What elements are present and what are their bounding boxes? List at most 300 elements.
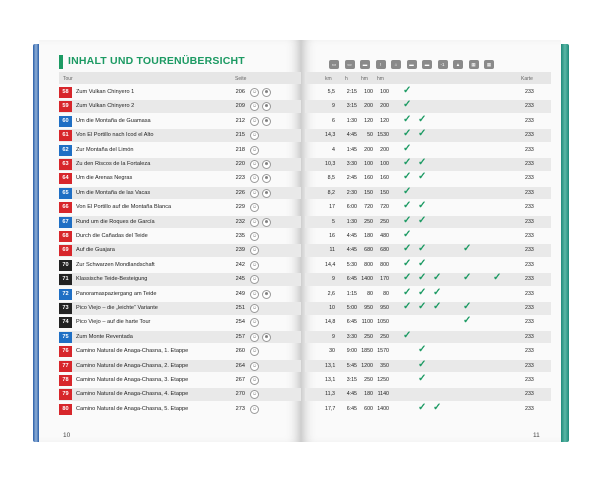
boat-icon: ▬: [422, 60, 432, 69]
tour-data-row: [305, 403, 551, 416]
tour-page: 251: [235, 305, 245, 311]
book-edge-right: [561, 44, 569, 442]
tour-row: [59, 259, 301, 272]
cell-down: 680: [380, 247, 389, 254]
cell-karte: 233: [525, 348, 534, 355]
header-h: h: [345, 76, 348, 82]
checkmark-icon: ✓: [403, 142, 412, 154]
bus-icon: ▬: [360, 60, 370, 69]
tour-number-badge: 77: [59, 361, 72, 372]
cell-karte: 233: [525, 377, 534, 383]
cell-h: 3:15: [346, 377, 357, 383]
difficulty-icon: ☺: [251, 319, 258, 326]
tour-number-badge: 76: [59, 346, 72, 357]
tour-row: [59, 201, 301, 214]
tour-data-row: [305, 345, 551, 358]
tour-name: Camino Natural de Anaga-Chasna, 5. Etappe: [76, 405, 189, 412]
tour-row: [59, 129, 301, 142]
mountain-icon: ▲: [453, 60, 463, 69]
tour-page: 260: [235, 348, 245, 355]
checkmark-icon: ✓: [418, 128, 427, 140]
cell-up: 800: [364, 261, 373, 268]
cell-karte: 233: [525, 362, 534, 369]
tour-row: [59, 216, 301, 229]
cell-h: 4:45: [346, 132, 357, 139]
cell-up: 1200: [361, 362, 373, 369]
difficulty-icon: ☺: [251, 348, 258, 355]
checkmark-icon: ✓: [463, 315, 472, 327]
cell-down: 80: [383, 290, 389, 297]
cell-down: 480: [380, 233, 389, 239]
tour-data-row: [305, 288, 551, 301]
tour-page: 218: [235, 146, 245, 153]
sign-icon: !: [376, 60, 386, 69]
tour-name: Zur Schwarzen Mondlandschaft: [76, 261, 155, 268]
checkmark-icon: ✓: [418, 373, 427, 384]
cell-up: 250: [364, 377, 373, 383]
tour-row: [59, 316, 301, 329]
cell-down: 350: [380, 362, 389, 369]
cell-karte: 233: [525, 204, 534, 211]
checkmark-icon: ✓: [403, 243, 412, 255]
cell-karte: 233: [525, 391, 534, 398]
difficulty-icon: ☺: [251, 175, 258, 182]
tour-number-badge: 80: [59, 404, 72, 415]
difficulty-icon: ☺: [251, 117, 258, 124]
cell-down: 200: [380, 146, 389, 153]
difficulty-icon: ☺: [251, 233, 258, 239]
tour-page: 245: [235, 276, 245, 283]
tour-number-badge: 74: [59, 317, 72, 328]
tour-page: 273: [235, 405, 245, 412]
difficulty-icon: ☺: [251, 290, 258, 297]
tour-number-badge: 64: [59, 173, 72, 184]
tour-data-row: [305, 158, 551, 171]
tour-name: Pico Viejo – auf die harte Tour: [76, 319, 151, 326]
checkmark-icon: ✓: [403, 185, 412, 197]
cell-h: 5:30: [346, 261, 357, 268]
tour-row: [59, 115, 301, 128]
cell-km: 14,8: [325, 319, 336, 326]
cell-karte: 233: [525, 103, 534, 110]
checkmark-icon: ✓: [403, 113, 412, 125]
cell-h: 6:45: [346, 319, 357, 326]
checkmark-icon: ✓: [418, 157, 427, 168]
tour-data-row: [305, 259, 551, 272]
tour-name: Um die Montaña de Guamasa: [76, 117, 151, 124]
cell-down: 1250: [377, 377, 389, 383]
checkmark-icon: ✓: [418, 301, 427, 312]
tour-row: [59, 144, 301, 157]
title-bar: [59, 50, 301, 74]
tour-page: 270: [235, 391, 245, 398]
difficulty-icon: ☺: [251, 377, 258, 383]
cell-karte: 233: [525, 319, 534, 326]
cell-h: 1:15: [346, 290, 357, 297]
tour-page: 215: [235, 132, 245, 139]
cell-down: 170: [380, 276, 389, 283]
tour-name: Zur Montaña del Limón: [76, 146, 134, 153]
tour-name: Klassische Teide-Besteigung: [76, 276, 148, 283]
checkmark-icon: ✓: [403, 128, 412, 140]
checkmark-icon: ✓: [403, 257, 412, 269]
family-icon: ☻: [263, 189, 270, 196]
header-hm-up: hm: [361, 76, 368, 82]
cell-down: 120: [380, 117, 389, 124]
checkmark-icon: ✓: [418, 272, 427, 284]
difficulty-icon: ☺: [251, 146, 258, 153]
cell-karte: 233: [525, 189, 534, 196]
checkmark-icon: ✓: [403, 171, 412, 183]
tour-row: [59, 345, 301, 358]
cell-h: 6:00: [346, 204, 357, 211]
tour-page: 206: [235, 89, 245, 95]
cell-km: 10: [329, 305, 335, 311]
tour-page: 264: [235, 362, 245, 369]
checkmark-icon: ✓: [433, 272, 442, 284]
checkmark-icon: ✓: [463, 301, 472, 312]
cell-h: 9:00: [346, 348, 357, 355]
checkmark-icon: ✓: [403, 99, 412, 111]
cell-karte: 233: [525, 276, 534, 283]
tour-name: Camino Natural de Anaga-Chasna, 4. Etappe: [76, 391, 189, 398]
difficulty-icon: ☺: [251, 362, 258, 369]
tour-data-row: [305, 144, 551, 157]
tour-data-row: [305, 100, 551, 113]
tour-data-row: [305, 115, 551, 128]
checkmark-icon: ✓: [433, 286, 442, 298]
tour-data-row: [305, 331, 551, 344]
difficulty-icon: ☺: [251, 218, 258, 225]
checkmark-icon: ✓: [418, 344, 427, 356]
cell-km: 14,3: [325, 132, 336, 139]
header-karte: Karte: [521, 76, 533, 82]
tour-name: Rund um die Roques de García: [76, 218, 155, 225]
cell-down: 200: [380, 103, 389, 110]
tour-row: [59, 187, 301, 200]
cell-km: 17: [329, 204, 335, 211]
header-km: km: [325, 76, 332, 82]
cell-h: 4:45: [346, 247, 357, 254]
checkmark-icon: ✓: [403, 157, 412, 168]
road-icon: ▬: [407, 60, 417, 69]
family-icon: ☻: [263, 333, 270, 340]
checkmark-icon: ✓: [403, 272, 412, 284]
cell-down: 720: [380, 204, 389, 211]
tour-data-row: [305, 230, 551, 243]
cell-h: 6:45: [346, 405, 357, 412]
tour-name: Camino Natural de Anaga-Chasna, 1. Etappe: [76, 348, 189, 355]
checkmark-icon: ✓: [463, 272, 472, 284]
tour-page: 226: [235, 189, 245, 196]
difficulty-icon: ☺: [251, 204, 258, 211]
cell-karte: 233: [525, 132, 534, 139]
checkmark-icon: ✓: [403, 214, 412, 226]
checkmark-icon: ✓: [403, 229, 412, 240]
tour-page: 267: [235, 377, 245, 383]
checkmark-icon: ✓: [433, 401, 442, 413]
tour-name: Von El Portillo auf die Montaña Blanca: [76, 204, 172, 211]
cell-h: 4:45: [346, 391, 357, 398]
tour-name: Camino Natural de Anaga-Chasna, 3. Etappe: [76, 377, 189, 383]
difficulty-icon: ☺: [251, 276, 258, 283]
page-title: INHALT UND TOURENÜBERSICHT: [68, 55, 245, 67]
cell-up: 120: [364, 117, 373, 124]
checkmark-icon: ✓: [418, 171, 427, 183]
tour-name: Zum Vulkan Chinyero 2: [76, 103, 135, 110]
cell-karte: 233: [525, 305, 534, 311]
tour-name: Panoramaspaziergang am Teide: [76, 290, 157, 297]
tour-name: Zum Vulkan Chinyero 1: [76, 89, 135, 95]
tour-page: 232: [235, 218, 245, 225]
cell-down: 250: [380, 218, 389, 225]
checkmark-icon: ✓: [403, 301, 412, 312]
cell-h: 5:00: [346, 305, 357, 311]
cell-km: 2,6: [327, 290, 335, 297]
checkmark-icon: ✓: [418, 214, 427, 226]
cell-h: 6:45: [346, 276, 357, 283]
cell-karte: 233: [525, 247, 534, 254]
cell-up: 250: [364, 333, 373, 340]
tour-number-badge: 62: [59, 145, 72, 156]
cell-km: 9: [332, 276, 335, 283]
difficulty-icon: ☺: [251, 261, 258, 268]
cell-up: 250: [364, 218, 373, 225]
tour-data-row: [305, 302, 551, 315]
right-page: [301, 40, 561, 442]
tour-row: [59, 100, 301, 113]
tour-number-badge: 78: [59, 375, 72, 386]
cell-km: 17,7: [325, 405, 336, 412]
tour-name: Um die Montaña de las Vacas: [76, 189, 151, 196]
cell-up: 100: [364, 161, 373, 167]
tour-page: 239: [235, 247, 245, 254]
tour-page: 229: [235, 204, 245, 211]
cell-h: 2:15: [346, 89, 357, 95]
tour-name: Auf die Guajara: [76, 247, 115, 254]
tour-page: 235: [235, 233, 245, 239]
tour-number-badge: 67: [59, 217, 72, 228]
cell-up: 1400: [361, 276, 373, 283]
tour-data-row: [305, 316, 551, 329]
difficulty-icon: ☺: [251, 305, 258, 311]
cell-h: 4:45: [346, 233, 357, 239]
checkmark-icon: ✓: [403, 286, 412, 298]
tour-row: [59, 374, 301, 387]
cell-down: 100: [380, 161, 389, 167]
cell-up: 1100: [361, 319, 373, 326]
cell-karte: 233: [525, 261, 534, 268]
rock-icon: ▦: [469, 60, 479, 69]
tour-row: [59, 288, 301, 301]
cell-down: 250: [380, 333, 389, 340]
tour-number-badge: 73: [59, 303, 72, 314]
tour-data-row: [305, 216, 551, 229]
cell-km: 9: [332, 333, 335, 340]
cell-km: 30: [329, 348, 335, 355]
header-seite: Seite: [235, 76, 247, 82]
cell-km: 11,3: [325, 391, 335, 398]
tour-page: 212: [235, 117, 245, 124]
header-hm-down: hm: [377, 76, 384, 82]
tour-data-row: [305, 187, 551, 200]
difficulty-icon: ☺: [251, 103, 258, 110]
difficulty-icon: ☺: [251, 333, 258, 340]
tour-number-badge: 71: [59, 274, 72, 285]
tour-name: Durch die Cañadas del Teide: [76, 233, 148, 239]
difficulty-icon: ☺: [251, 161, 258, 167]
tour-number-badge: 70: [59, 260, 72, 271]
cell-karte: 233: [525, 175, 534, 182]
tour-name: Zum Monte Reventada: [76, 333, 133, 340]
tour-row: [59, 158, 301, 171]
cell-down: 1050: [377, 319, 389, 326]
cell-up: 200: [364, 103, 373, 110]
cell-up: 160: [364, 175, 373, 182]
cell-down: 150: [380, 189, 389, 196]
tour-number-badge: 61: [59, 130, 72, 141]
cell-h: 1:30: [346, 218, 357, 225]
checkmark-icon: ✓: [403, 200, 412, 212]
cell-up: 80: [367, 290, 373, 297]
difficulty-icon: ☺: [251, 189, 258, 196]
family-icon: ☻: [263, 103, 270, 110]
cell-h: 5:45: [346, 362, 357, 369]
cell-h: 2:45: [346, 175, 357, 182]
cell-down: 1570: [377, 348, 389, 355]
cell-h: 3:15: [346, 103, 357, 110]
tour-number-badge: 58: [59, 87, 72, 98]
cell-up: 600: [364, 405, 373, 412]
family-icon: ☻: [263, 117, 270, 124]
cell-down: 800: [380, 261, 389, 268]
tour-data-row: [305, 129, 551, 142]
tour-number-badge: 66: [59, 202, 72, 213]
cell-km: 11: [329, 247, 335, 254]
tour-data-row: [305, 374, 551, 387]
right-header-bg: [305, 72, 551, 84]
tour-data-row: [305, 388, 551, 401]
tour-name: Zu den Riscos de la Fortaleza: [76, 161, 151, 167]
tour-row: [59, 360, 301, 373]
cell-down: 950: [380, 305, 389, 311]
cell-karte: 233: [525, 146, 534, 153]
tour-row: [59, 86, 301, 99]
tour-number-badge: 59: [59, 101, 72, 112]
difficulty-icon: ☺: [251, 391, 258, 398]
family-icon: ☻: [263, 89, 270, 95]
cell-up: 680: [364, 247, 373, 254]
tour-page: 249: [235, 290, 245, 297]
cell-karte: 233: [525, 405, 534, 412]
tour-row: [59, 230, 301, 243]
cell-km: 8,5: [327, 175, 335, 182]
grid-icon: ▦: [484, 60, 494, 69]
cell-km: 13,1: [325, 362, 336, 369]
cell-up: 200: [364, 146, 373, 153]
cell-karte: 233: [525, 233, 534, 239]
cell-down: 1530: [377, 132, 389, 139]
cell-km: 5: [332, 218, 335, 225]
cell-km: 10,3: [325, 161, 336, 167]
checkmark-icon: ✓: [418, 200, 427, 212]
path-icon: ⌂: [391, 60, 401, 69]
cell-km: 4: [332, 146, 335, 153]
tour-data-row: [305, 86, 551, 99]
tour-data-row: [305, 201, 551, 214]
checkmark-icon: ✓: [418, 286, 427, 298]
tour-name: Camino Natural de Anaga-Chasna, 2. Etappe: [76, 362, 189, 369]
difficulty-icon: ☺: [251, 247, 258, 254]
checkmark-icon: ✓: [433, 301, 442, 312]
tour-data-row: [305, 273, 551, 286]
tour-row: [59, 388, 301, 401]
checkmark-icon: ✓: [493, 272, 502, 284]
cell-h: 1:45: [346, 146, 357, 153]
cell-up: 950: [364, 305, 373, 311]
cell-up: 720: [364, 204, 373, 211]
header-tour: Tour: [63, 76, 73, 82]
page-number-left: 10: [63, 432, 71, 439]
tour-number-badge: 65: [59, 188, 72, 199]
checkmark-icon: ✓: [463, 243, 472, 255]
cell-km: 9: [332, 103, 335, 110]
tour-row: [59, 244, 301, 257]
tour-row: [59, 403, 301, 416]
tour-number-badge: 72: [59, 289, 72, 300]
tour-row: [59, 302, 301, 315]
cell-karte: 233: [525, 161, 534, 167]
family-icon: ☻: [263, 218, 270, 225]
difficulty-icon: ☺: [251, 89, 258, 95]
tour-row: [59, 273, 301, 286]
cell-down: 100: [380, 89, 389, 95]
cell-h: 3:30: [346, 161, 357, 167]
cell-km: 5,5: [327, 89, 335, 95]
cell-up: 180: [364, 233, 373, 239]
difficulty-icon: ☺: [251, 405, 258, 412]
tour-number-badge: 63: [59, 159, 72, 170]
left-page: [39, 40, 301, 442]
cell-km: 6: [332, 117, 335, 124]
cell-km: 14,4: [325, 261, 336, 268]
tour-page: 257: [235, 333, 245, 340]
tour-page: 223: [235, 175, 245, 182]
family-icon: ☻: [263, 290, 270, 297]
cell-karte: 233: [525, 333, 534, 340]
cell-h: 1:30: [346, 117, 357, 124]
tour-data-row: [305, 172, 551, 185]
checkmark-icon: ✓: [403, 329, 412, 341]
tour-name: Pico Viejo – die „leichte“ Variante: [76, 305, 158, 311]
tour-page: 254: [235, 319, 245, 326]
tour-number-badge: 75: [59, 332, 72, 343]
cell-down: 160: [380, 175, 389, 182]
checkmark-icon: ✓: [418, 257, 427, 269]
checkmark-icon: ✓: [418, 243, 427, 255]
family-icon: ▭: [345, 60, 355, 69]
tour-data-row: [305, 360, 551, 373]
tour-name: Von El Portillo nach Icod el Alto: [76, 132, 154, 139]
cell-km: 16: [329, 233, 335, 239]
family-icon: ☻: [263, 161, 270, 167]
tour-page: 220: [235, 161, 245, 167]
minus1-icon: -1: [438, 60, 448, 69]
tour-number-badge: 60: [59, 116, 72, 127]
checkmark-icon: ✓: [418, 358, 427, 370]
checkmark-icon: ✓: [418, 113, 427, 125]
cell-karte: 233: [525, 290, 534, 297]
